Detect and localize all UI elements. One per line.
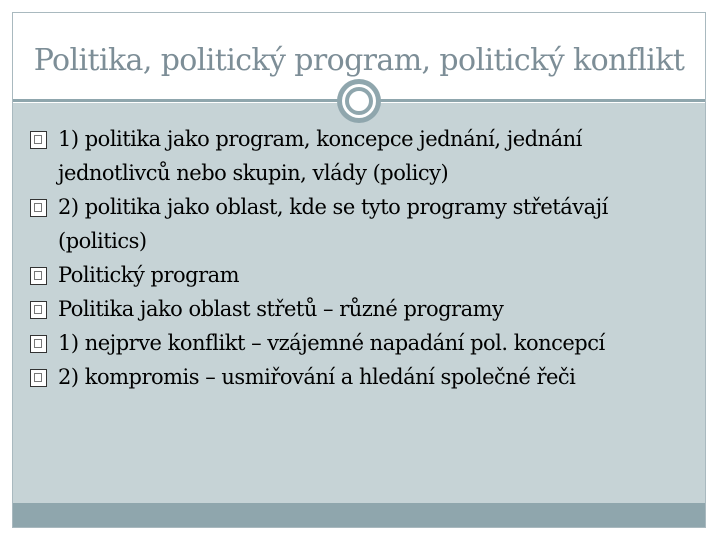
missing-glyph-box-icon [30,335,47,353]
circle-inner-ring [345,87,373,115]
missing-glyph-box-icon [30,131,47,149]
missing-glyph-box-icon [30,267,47,285]
footer-bar [13,503,705,527]
bullet-item [30,360,698,394]
slide-title: Politika, politický program, politický konflikt [33,43,685,78]
bullet-text: 1) nejprve konflikt – vzájemné napadání pol. koncepcí [58,331,605,355]
missing-glyph-box-icon [30,301,47,319]
bullet-text: Politika jako oblast střetů – různé programy [58,297,504,321]
circle-ring-icon [337,79,381,123]
bullet-text: 1) politika jako program, koncepce jednání, jednání jednotlivců nebo skupin, vlády (policy) [58,127,582,185]
bullet-item [30,258,698,292]
bullet-item [30,292,698,326]
bullet-text: 2) politika jako oblast, kde se tyto programy střetávají (politics) [58,195,608,253]
bullet-list [30,122,698,394]
missing-glyph-box-icon [30,369,47,387]
bullet-text: Politický program [58,263,240,287]
missing-glyph-box-icon [30,199,47,217]
bullet-item [30,122,698,190]
bullet-text: 2) kompromis – usmiřování a hledání společné řeči [58,365,576,389]
bullet-item [30,190,698,258]
bullet-item [30,326,698,360]
circle-inner [342,84,376,118]
